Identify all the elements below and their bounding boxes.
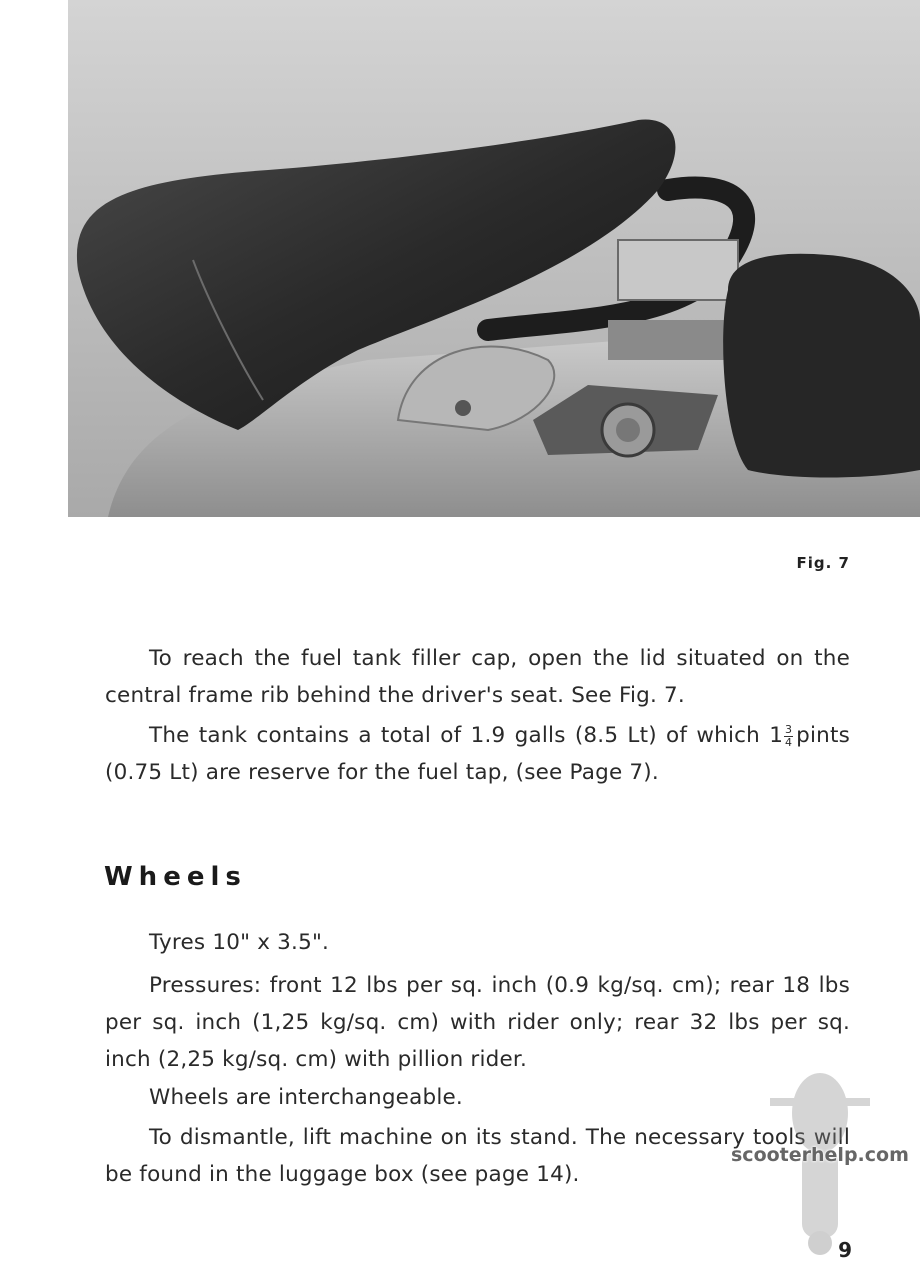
fraction-numerator: 3 [785, 722, 793, 736]
figure-7-photo [68, 0, 920, 517]
fuel-paragraph-2 [105, 717, 850, 791]
figure-caption: Fig. 7 [796, 554, 850, 572]
wheels-pressures: Pressures: front 12 lbs per sq. inch (0.9 kg/sq. cm); rear 18 lbs per sq. inch (1,25 kg/sq. cm) with rider only; rear 32 lbs per sq. inch (2,25 kg/sq. cm) with pillion rider. [105, 973, 850, 1072]
page-number: 9 [838, 1238, 852, 1262]
fuel-paragraph-1: To reach the fuel tank filler cap, open the lid situated on the central frame rib behind the driver's seat. See Fig. 7. [105, 646, 850, 708]
fraction-three-quarters [784, 722, 793, 749]
wheels-heading: Wheels [104, 862, 247, 892]
wheels-dismantle: To dismantle, lift machine on its stand. The necessary tools will be found in the luggage box (see page 14). [105, 1125, 850, 1187]
watermark-text[interactable]: scooterhelp.com [731, 1144, 909, 1166]
wheels-interchangeable: Wheels are interchangeable. [149, 1085, 463, 1110]
wheels-tyres: Tyres 10" x 3.5". [149, 930, 330, 955]
fuel-paragraph-2-after: pints (0.75 Lt) are reserve for the fuel tap, (see Page 7). [105, 723, 850, 785]
fuel-paragraph-2-before: The tank contains a total of 1.9 galls (8.5 Lt) of which 1 [149, 723, 784, 748]
fraction-denominator: 4 [785, 735, 793, 749]
